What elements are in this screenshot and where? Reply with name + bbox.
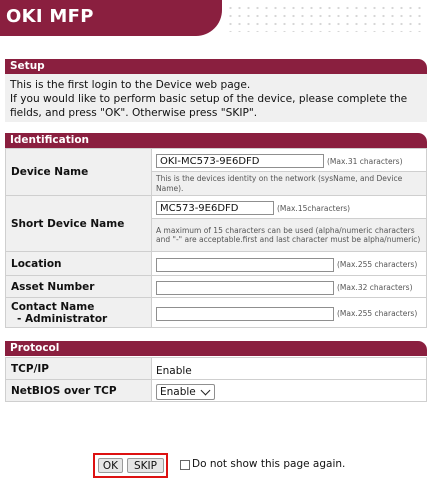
short-device-name-hint: (Max.15characters) bbox=[277, 203, 351, 213]
contact-name-hint: (Max.255 characters) bbox=[337, 309, 418, 318]
short-device-name-label: Short Device Name bbox=[6, 196, 152, 252]
contact-name-input[interactable] bbox=[156, 307, 334, 321]
header-bar bbox=[0, 0, 433, 36]
netbios-cell bbox=[152, 380, 427, 402]
asset-number-cell bbox=[152, 276, 427, 298]
device-name-note: This is the devices identity on the network (sysName, and Device Name). bbox=[156, 174, 403, 193]
header-dot-pattern bbox=[226, 4, 426, 32]
asset-number-hint: (Max.32 characters) bbox=[337, 283, 413, 292]
short-device-name-note: A maximum of 15 characters can be used (alpha/numeric characters and "-" are acceptable.first and last character must be alpha/numeric) bbox=[156, 225, 421, 244]
setup-section-header: Setup bbox=[5, 59, 427, 74]
protocol-table bbox=[5, 357, 427, 402]
ok-button[interactable]: OK bbox=[98, 458, 123, 473]
setup-message-line2: If you would like to perform basic setup of the device, please complete the fields, and press "OK". Otherwise press "SKIP". bbox=[10, 93, 408, 119]
short-device-name-cell bbox=[152, 196, 427, 219]
tcpip-label: TCP/IP bbox=[6, 358, 152, 380]
contact-name-label bbox=[6, 298, 152, 328]
dont-show-label: Do not show this page again. bbox=[192, 458, 346, 470]
highlighted-button-group bbox=[93, 453, 168, 478]
contact-name-label-line2: - Administrator bbox=[17, 312, 108, 325]
protocol-section-header: Protocol bbox=[5, 341, 427, 356]
location-cell bbox=[152, 252, 427, 276]
oki-mfp-logo: OKI MFP bbox=[6, 6, 94, 27]
dont-show-checkbox[interactable] bbox=[180, 460, 190, 470]
asset-number-label: Asset Number bbox=[6, 276, 152, 298]
skip-button[interactable]: SKIP bbox=[127, 458, 164, 473]
device-name-input[interactable]: OKI-MC573-9E6DFD bbox=[156, 154, 324, 168]
location-input[interactable] bbox=[156, 258, 334, 272]
netbios-label: NetBIOS over TCP bbox=[6, 380, 152, 402]
netbios-selected-value: Enable bbox=[160, 385, 196, 398]
short-device-name-note-cell bbox=[152, 219, 427, 252]
identification-table bbox=[5, 148, 427, 328]
device-name-note-cell bbox=[152, 172, 427, 196]
netbios-select[interactable] bbox=[156, 384, 215, 400]
device-name-hint: (Max.31 characters) bbox=[327, 156, 403, 166]
location-label: Location bbox=[6, 252, 152, 276]
location-hint: (Max.255 characters) bbox=[337, 260, 418, 269]
chevron-down-icon bbox=[200, 385, 210, 395]
setup-message bbox=[5, 74, 427, 122]
contact-name-label-line1: Contact Name bbox=[11, 300, 95, 313]
tcpip-value: Enable bbox=[156, 365, 192, 377]
short-device-name-input[interactable]: MC573-9E6DFD bbox=[156, 201, 274, 215]
identification-section-header: Identification bbox=[5, 133, 427, 148]
device-name-label: Device Name bbox=[6, 149, 152, 196]
header-band bbox=[0, 0, 222, 36]
asset-number-input[interactable] bbox=[156, 281, 334, 295]
tcpip-cell bbox=[152, 358, 427, 380]
contact-name-cell bbox=[152, 298, 427, 328]
device-name-cell bbox=[152, 149, 427, 172]
setup-message-line1: This is the first login to the Device web page. bbox=[10, 79, 251, 91]
